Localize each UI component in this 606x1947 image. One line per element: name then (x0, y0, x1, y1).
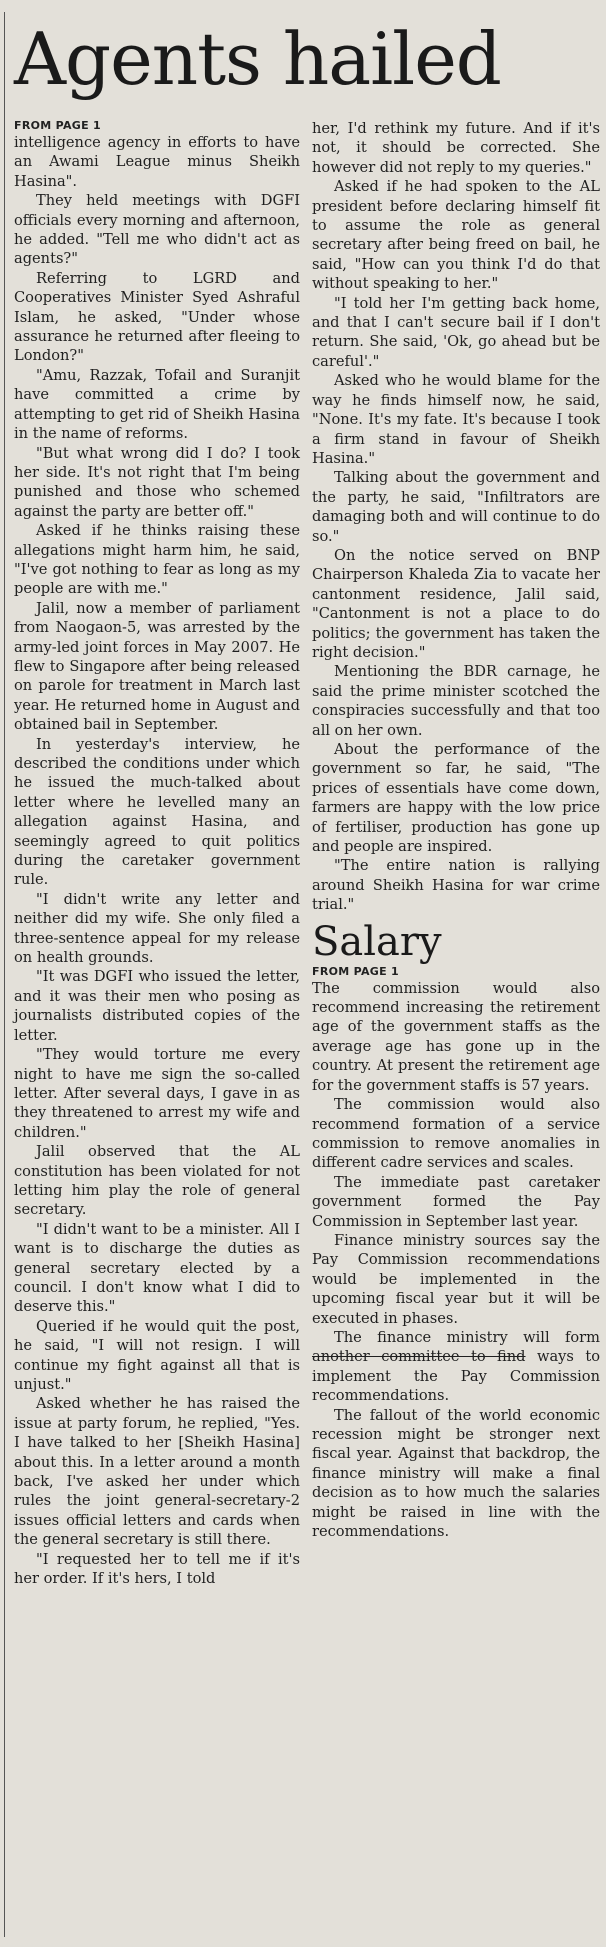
salary-finance-text: The finance ministry will form (334, 1328, 600, 1346)
article-paragraph: "The entire nation is rallying around Sheikh Hasina for war crime trial." (312, 857, 600, 914)
salary-paragraph: The commission would also recommend increasing the retirement age of the government staffs as the average age has gone up in the country. At present the retirement age for the government staffs is 57 years. (312, 979, 600, 1094)
salary-finance-paragraph (312, 1328, 600, 1406)
article-paragraph: "Amu, Razzak, Tofail and Suranjit have committed a crime by attempting to get rid of Sheikh Hasina in the name of reforms. (14, 366, 300, 443)
article-paragraph: intelligence agency in efforts to have an Awami League minus Sheikh Hasina". (14, 134, 300, 190)
salary-finance-text: ways to implement the Pay Commission recommendations. (312, 1348, 600, 1405)
salary-paragraph: Finance ministry sources say the Pay Commission recommendations would be implemented in the upcoming fiscal year but it will be executed in phases. (312, 1231, 600, 1327)
article-paragraph: "I didn't want to be a minister. All I want is to discharge the duties as general secretary elected by a council. I don't know what I did to deserve this." (14, 1220, 300, 1316)
salary-headline: Salary (312, 918, 442, 965)
article-paragraph: "It was DGFI who issued the letter, and it was their men who posing as journalists distributed copies of the letter. (14, 968, 300, 1044)
column-rule (4, 12, 5, 1937)
article-paragraph: Talking about the government and the party, he said, "Infiltrators are damaging both and will continue to do so." (312, 469, 600, 545)
salary-paragraph: The immediate past caretaker government formed the Pay Commission in September last year. (312, 1173, 600, 1230)
article-headline: Agents hailed (14, 17, 501, 101)
article-paragraph: "But what wrong did I do? I took her side. It's not right that I'm being punished and those who schemed against the party are better off." (14, 444, 300, 520)
article-paragraph: Referring to LGRD and Cooperatives Minister Syed Ashraful Islam, he asked, "Under whose assurance he returned after fleeing to London?" (14, 269, 300, 365)
article-paragraph: Asked if he thinks raising these allegations might harm him, he said, "I've got nothing to fear as long as my people are with me." (14, 522, 300, 598)
article-paragraph: "I didn't write any letter and neither did my wife. She only filed a three-sentence appeal for my release on health grounds. (14, 890, 300, 967)
article-paragraph: Jalil observed that the AL constitution has been violated for not letting him play the role of general secretary. (14, 1143, 300, 1219)
salary-paragraph: The commission would also recommend formation of a service commission to remove anomalies in different cadre services and scales. (312, 1096, 600, 1172)
article-paragraph: Asked who he would blame for the way he finds himself now, he said, "None. It's my fate. It's because I took a firm stand in favour of Sheikh Hasina." (312, 372, 600, 467)
article-paragraph: Queried if he would quit the post, he said, "I will not resign. I will continue my fight against all that is unjust." (14, 1317, 300, 1393)
article-paragraph: Jalil, now a member of parliament from Naogaon-5, was arrested by the army-led joint forces in May 2007. He flew to Singapore after being released on parole for treatment in March last year. He returned home in August and obtained bail in September. (14, 599, 300, 734)
article-paragraph: Asked whether he has raised the issue at party forum, he replied, "Yes. I have talked to her [Sheikh Hasina] about this. In a letter around a month back, I've asked her under which rules the joint general-secretary-2 issues official letters and cards when the general secretary is still there. (14, 1395, 300, 1549)
article-kicker: FROM PAGE 1 (14, 119, 102, 132)
article-paragraph: Mentioning the BDR carnage, he said the prime minister scotched the conspiracies successfully and that too all on her own. (312, 663, 600, 739)
article-paragraph: "They would torture me every night to have me sign the so-called letter. After several days, I gave in as they threatened to arrest my wife and children." (14, 1046, 300, 1141)
article-paragraph: About the performance of the government so far, he said, "The prices of essentials have come down, farmers are happy with the low price of fertiliser, production has gone up and people are inspired. (312, 741, 600, 856)
article-column-left (14, 119, 300, 1588)
article-paragraph: They held meetings with DGFI officials every morning and afternoon, he added. "Tell me who didn't act as agents?" (14, 192, 300, 268)
article-paragraph: "I told her I'm getting back home, and that I can't secure bail if I don't return. She said, 'Ok, go ahead but be careful'." (312, 294, 600, 370)
article-paragraph: Asked if he had spoken to the AL president before declaring himself fit to assume the role as general secretary after being freed on bail, he said, "How can you think I'd do that without speaking to her." (312, 178, 600, 293)
article-paragraph: In yesterday's interview, he described the conditions under which he issued the much-talked about letter where he levelled many an allegation against Hasina, and seemingly agreed to quit politics during the caretaker government rule. (14, 735, 300, 889)
struck-text: another committee to find (312, 1348, 526, 1366)
salary-paragraph: The fallout of the world economic recession might be stronger next fiscal year. Against that backdrop, the finance ministry will make a final decision as to how much the salaries might be raised in line with the recommendations. (312, 1406, 600, 1541)
article-paragraph: On the notice served on BNP Chairperson Khaleda Zia to vacate her cantonment residence, Jalil said, "Cantonment is not a place to do politics; the government has taken the right decision." (312, 546, 600, 661)
article-paragraph: her, I'd rethink my future. And if it's not, it should be corrected. She however did not reply to my queries." (312, 120, 600, 176)
salary-kicker: FROM PAGE 1 (312, 964, 400, 978)
article-paragraph: "I requested her to tell me if it's her order. If it's hers, I told (14, 1550, 300, 1588)
article-column-right (312, 119, 600, 1541)
